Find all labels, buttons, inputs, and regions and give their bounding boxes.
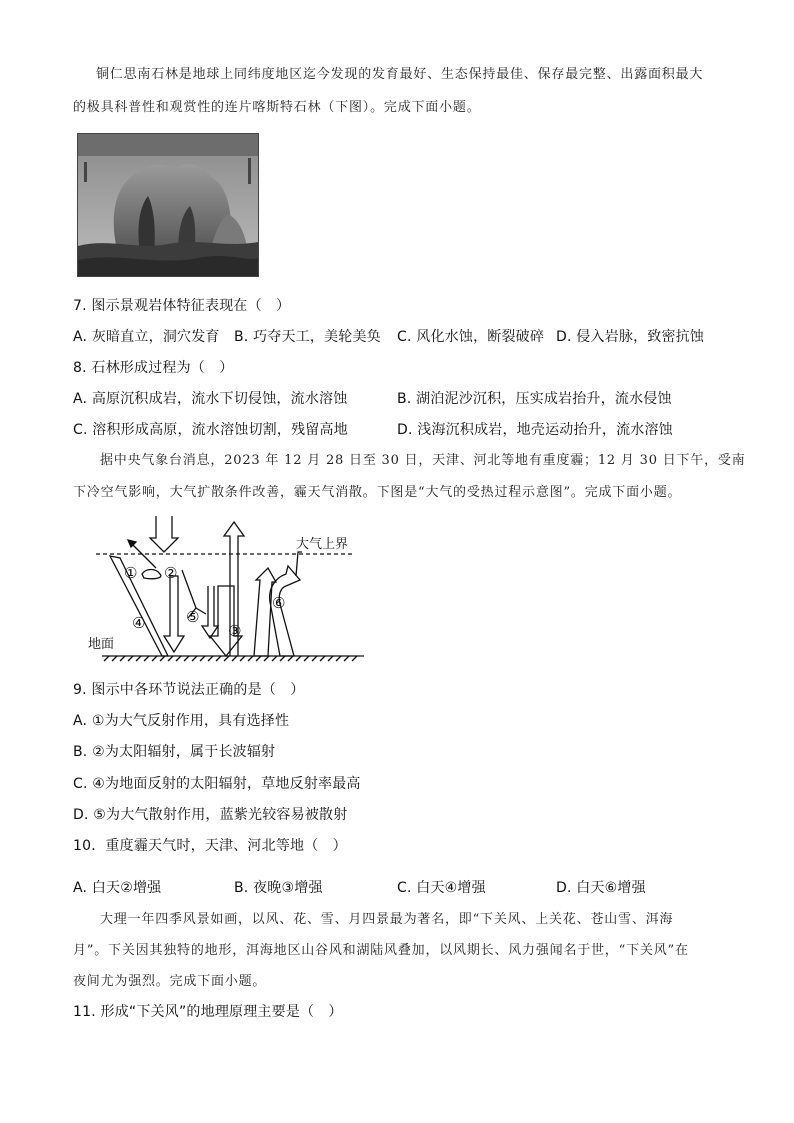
ground-hatching: [104, 656, 357, 661]
arrow-5-path: [202, 586, 218, 638]
ground-label: 地面: [88, 637, 115, 652]
q10-option-b: B. 夜晚③增强: [234, 880, 323, 896]
q9-option-b: B. ②为太阳辐射，属于长波辐射: [73, 744, 276, 760]
passage3-line2: 月”。下关因其独特的地形，洱海地区山谷风和湖陆风叠加，以风期长、风力强闻名于世，“下关风”在: [73, 943, 689, 958]
q10-option-a: A. 白天②增强: [73, 880, 162, 896]
marker-4: ④: [132, 614, 146, 632]
down-arrow: [164, 576, 184, 652]
diagram-svg: [84, 516, 374, 662]
passage3-line1: 大理一年四季风景如画，以风、花、雪、月四景最为著名，即“下关风、上关花、苍山雪、洱海: [100, 912, 674, 927]
q8-option-a: A. 高原沉积成岩，流水下切侵蚀，流水溶蚀: [73, 391, 348, 407]
q9-option-c: C. ④为地面反射的太阳辐射，草地反射率最高: [73, 776, 361, 792]
q8-option-d: D. 浅海沉积成岩，地壳运动抬升，流水溶蚀: [397, 422, 673, 438]
ground-radiation-arrow-3: [210, 586, 242, 656]
cloud-shape: [142, 570, 161, 579]
passage3-line3: 夜间尤为强烈。完成下面小题。: [73, 974, 267, 989]
q10-option-d: D. 白天⑥增强: [556, 880, 646, 896]
q7-option-c: C. 风化水蚀，断裂破碎: [397, 329, 545, 345]
surface-reflection-arrow-4: [110, 556, 168, 656]
q7-option-d: D. 侵入岩脉，致密抗蚀: [556, 329, 705, 345]
q9-option-d: D. ⑤为大气散射作用，蓝紫光较容易被散射: [73, 807, 348, 823]
q8-stem: 8. 石林形成过程为（ ）: [73, 360, 234, 376]
passage2-line1: 据中央气象台消息，2023 年 12 月 28 日至 30 日，天津、河北等地有重度霾；12 月 30 日下午，受南: [100, 453, 746, 468]
passage1-line1: 铜仁思南石林是地球上同纬度地区迄今发现的发育最好、生态保持最佳、保存最完整、出露面积最大: [96, 67, 704, 82]
q10-stem: 10．重度霾天气时，天津、河北等地（ ）: [73, 838, 347, 854]
q7-option-a: A. 灰暗直立，洞穴发育: [73, 329, 220, 345]
q9-stem: 9. 图示中各环节说法正确的是（ ）: [73, 682, 305, 698]
passage2-line2: 下冷空气影响，大气扩散条件改善，霾天气消散。下图是“大气的受热过程示意图”。完成下面小题。: [73, 485, 682, 500]
atmosphere-top-leader: [296, 552, 302, 576]
marker-3: ③: [228, 622, 242, 640]
q8-option-b: B. 湖泊泥沙沉积，压实成岩抬升，流水侵蚀: [397, 391, 672, 407]
atmosphere-top-label: 大气上界: [296, 537, 349, 552]
scatter-arrow-2: [182, 570, 196, 608]
marker-1: ①: [124, 564, 138, 582]
marker-2: ②: [164, 564, 178, 582]
solar-radiation-arrow: [150, 516, 178, 552]
stone-forest-photo: [77, 133, 259, 277]
q7-option-b: B. 巧夺天工，美轮美奂: [234, 329, 381, 345]
marker-6: ⑥: [272, 594, 286, 612]
q11-stem: 11. 形成“下关风”的地理原理主要是（ ）: [73, 1004, 343, 1020]
atmosphere-heating-diagram: [84, 516, 374, 662]
passage1-line2: 的极具科普性和观赏性的连片喀斯特石林（下图）。完成下面小题。: [73, 100, 481, 115]
q8-option-c: C. 溶积形成高原，流水溶蚀切割，残留高地: [73, 422, 348, 438]
q7-stem: 7. 图示景观岩体特征表现在（ ）: [73, 298, 291, 314]
stone-forest-image: [78, 134, 258, 276]
marker-5: ⑤: [186, 608, 200, 626]
arrow-left-curve: [254, 568, 276, 656]
q9-option-a: A. ①为大气反射作用，具有选择性: [73, 713, 290, 729]
q10-option-c: C. 白天④增强: [397, 880, 486, 896]
